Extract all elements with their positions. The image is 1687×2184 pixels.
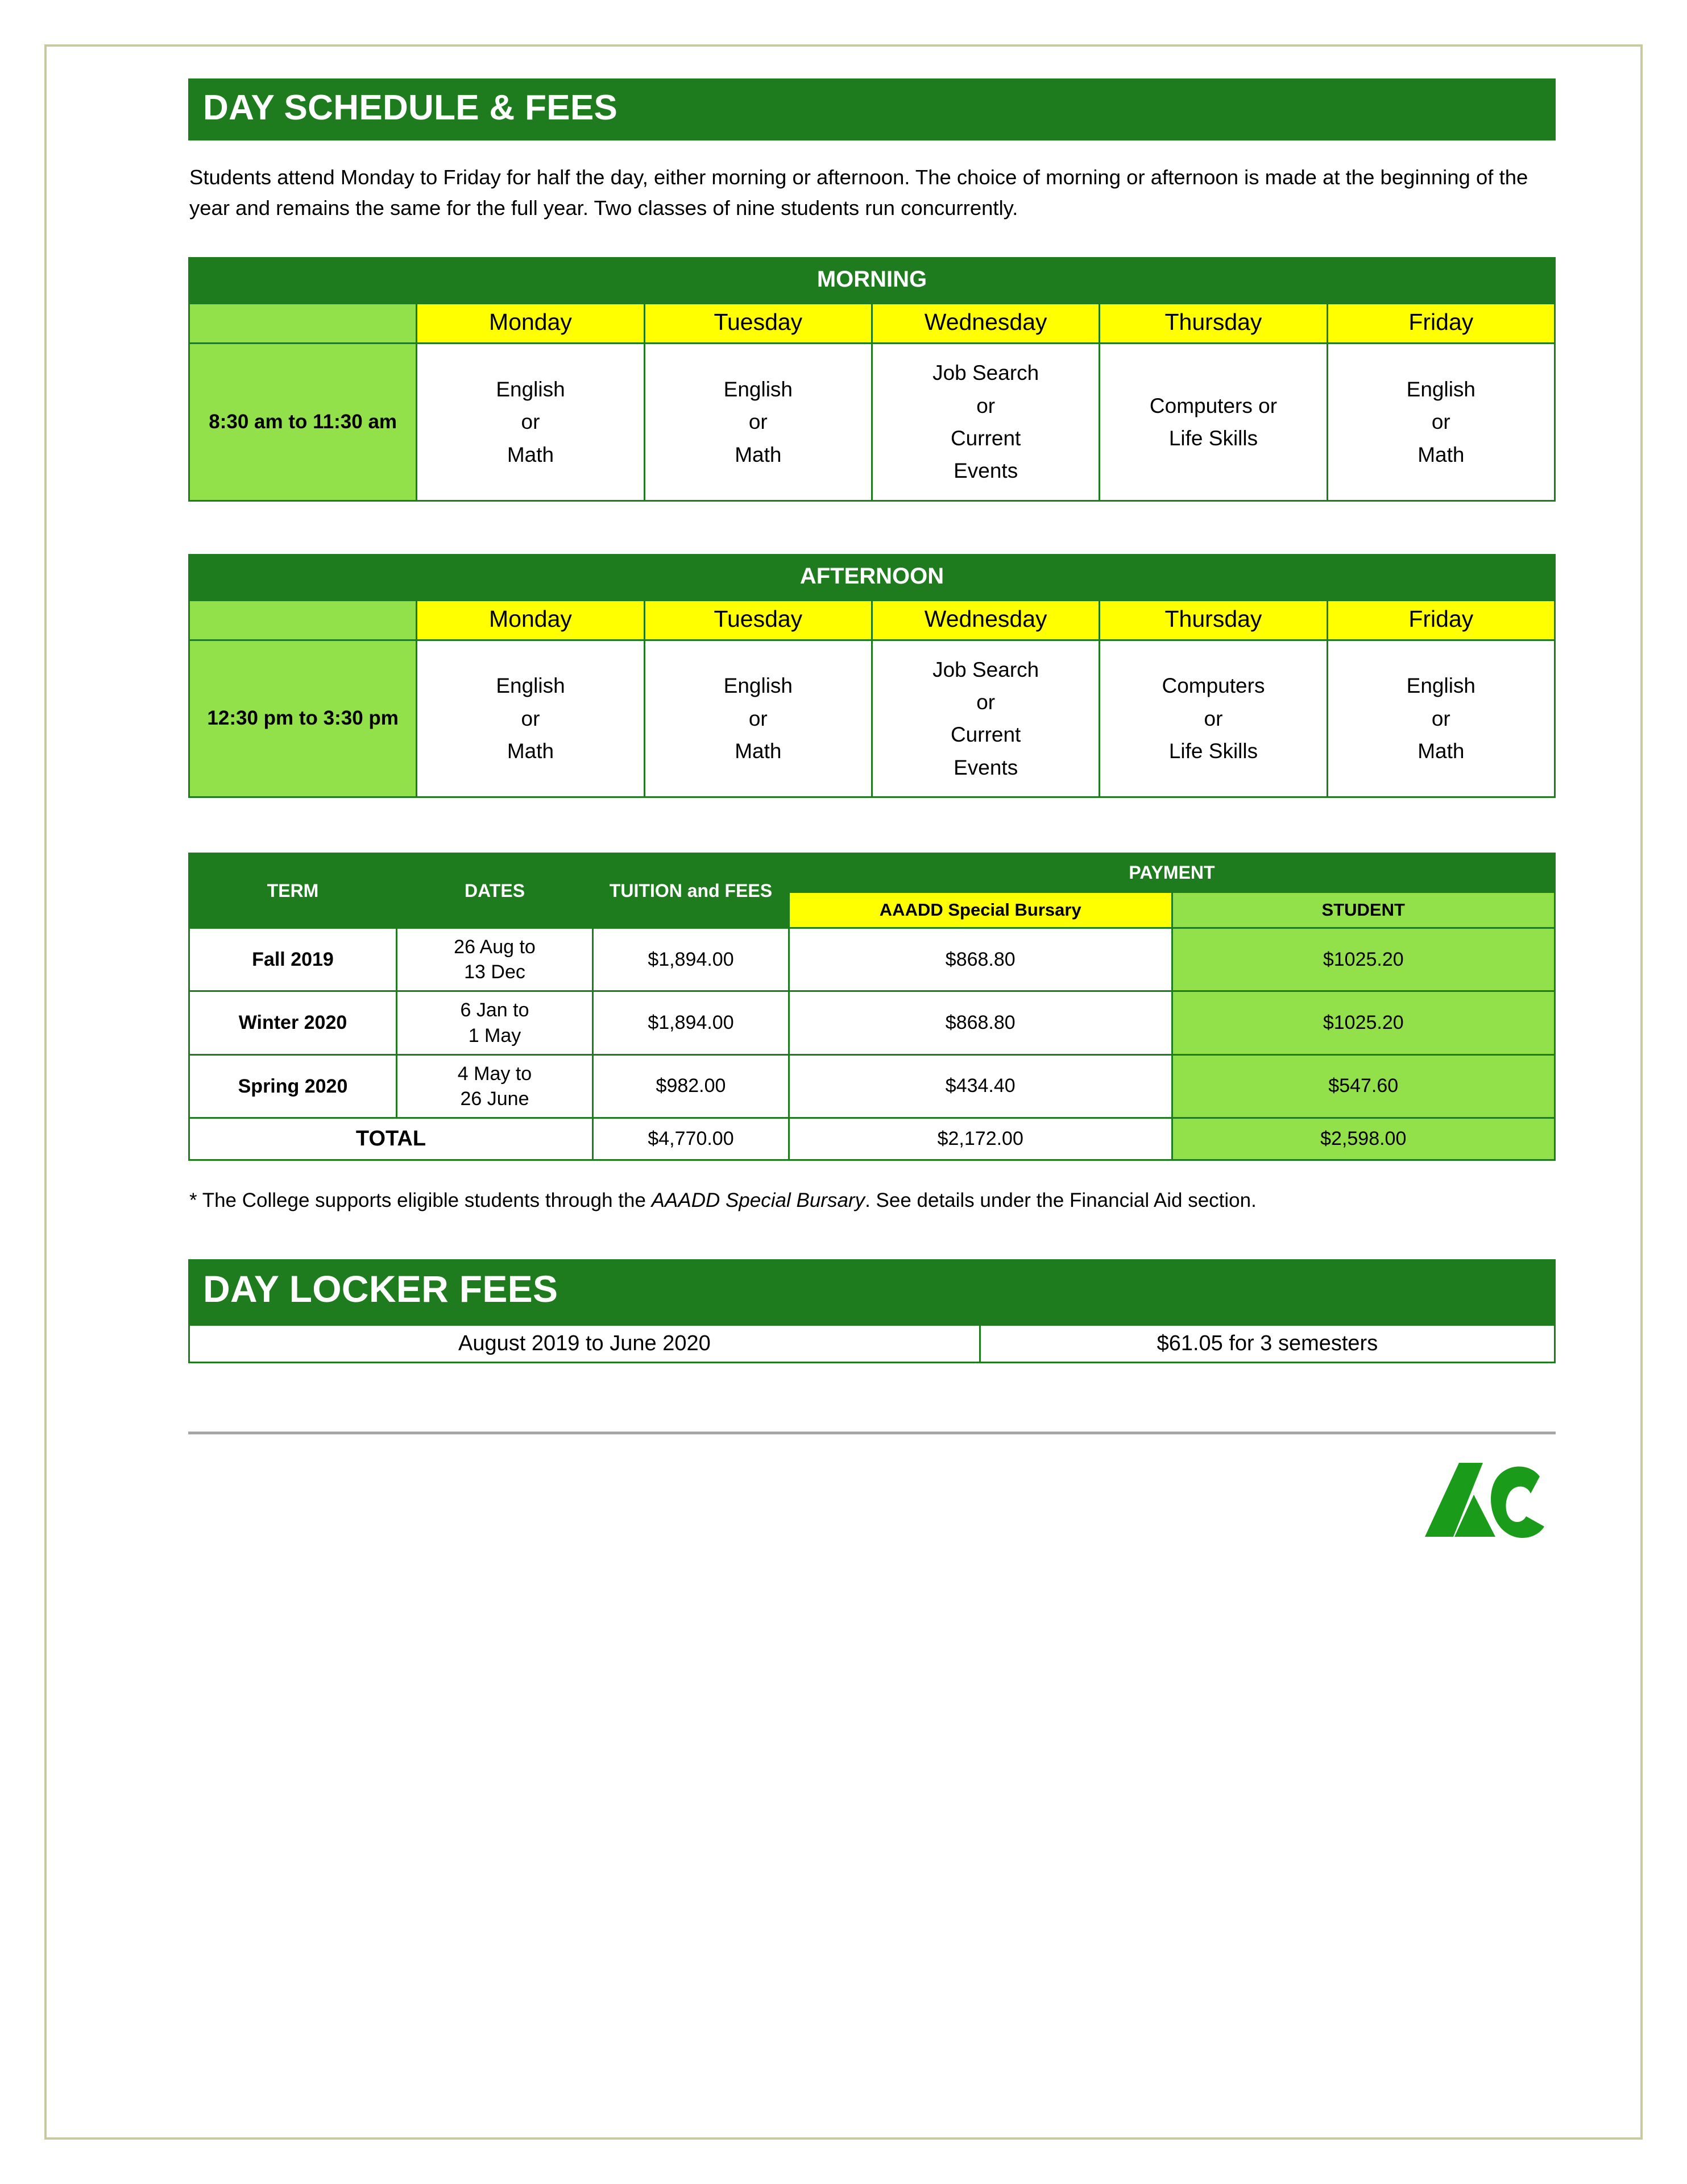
fees-total-student: $2,598.00 [1172,1118,1555,1160]
afternoon-day-monday: Monday [417,600,644,640]
morning-time-start: 8:30 am [209,411,283,433]
afternoon-band-label: AFTERNOON [189,555,1555,600]
morning-time-end: 11:30 am [313,411,397,433]
morning-cell-monday: English or Math [417,344,644,500]
table-row [189,991,1555,1054]
fees-total-tuition: $4,770.00 [593,1118,789,1160]
afternoon-cell-tuesday: English or Math [644,640,872,797]
afternoon-band-row [189,555,1555,600]
fees-bursary-spring: $434.40 [789,1054,1172,1118]
fees-header-dates: DATES [397,854,593,928]
morning-cell-thursday: Computers or Life Skills [1100,344,1327,500]
fees-tuition-winter: $1,894.00 [593,991,789,1054]
afternoon-time-cell [189,640,417,797]
morning-cell-wednesday: Job Search or Current Events [872,344,1099,500]
morning-band-row [189,258,1555,304]
afternoon-corner-cell [189,600,417,640]
afternoon-day-friday: Friday [1327,600,1555,640]
table-row [189,1054,1555,1118]
afternoon-day-thursday: Thursday [1100,600,1327,640]
fees-header-tuition: TUITION and FEES [593,854,789,928]
morning-corner-cell [189,304,417,344]
fees-header-row-1 [189,854,1555,892]
document-content [188,78,1556,1545]
afternoon-time-end: 3:30 pm [323,707,399,730]
afternoon-cell-wednesday: Job Search or Current Events [872,640,1099,797]
morning-day-thursday: Thursday [1100,304,1327,344]
footnote-italic: AAADD Special Bursary [651,1189,865,1212]
fees-tuition-spring: $982.00 [593,1054,789,1118]
footnote-post: . See details under the Financial Aid section. [865,1189,1257,1212]
fees-header-bursary: AAADD Special Bursary [789,892,1172,928]
footer-divider [188,1432,1556,1434]
locker-period: August 2019 to June 2020 [189,1325,980,1362]
locker-fees-table [188,1324,1556,1363]
fees-bursary-winter: $868.80 [789,991,1172,1054]
ac-logo-icon [1419,1457,1550,1542]
page-title: DAY SCHEDULE & FEES [188,78,1556,140]
afternoon-day-wednesday: Wednesday [872,600,1099,640]
fees-tuition-fall: $1,894.00 [593,928,789,991]
morning-day-friday: Friday [1327,304,1555,344]
fees-header-term: TERM [189,854,397,928]
tuition-fees-table [188,853,1556,1161]
fees-dates-spring: 4 May to 26 June [397,1054,593,1118]
afternoon-cell-thursday: Computers or Life Skills [1100,640,1327,797]
morning-subject-row [189,344,1555,500]
locker-fee: $61.05 for 3 semesters [980,1325,1555,1362]
afternoon-time-start: 12:30 pm [207,707,294,730]
table-row [189,1325,1555,1362]
morning-day-header-row [189,304,1555,344]
fees-term-winter: Winter 2020 [189,991,397,1054]
afternoon-cell-monday: English or Math [417,640,644,797]
afternoon-time-to: to [299,707,318,730]
fees-dates-winter: 6 Jan to 1 May [397,991,593,1054]
table-row [189,928,1555,991]
fees-student-fall: $1025.20 [1172,928,1555,991]
afternoon-day-header-row [189,600,1555,640]
afternoon-cell-friday: English or Math [1327,640,1555,797]
morning-band-label: MORNING [189,258,1555,304]
fees-header-payment: PAYMENT [789,854,1555,892]
fees-header-student: STUDENT [1172,892,1555,928]
bursary-footnote [189,1186,1555,1216]
fees-dates-fall: 26 Aug to 13 Dec [397,928,593,991]
morning-day-monday: Monday [417,304,644,344]
intro-paragraph: Students attend Monday to Friday for half the day, either morning or afternoon. The choice of morning or afternoon is made at the beginning of the year and remains the same for the full year. Two classes of nine students run concurrently. [189,166,1528,220]
college-logo [188,1457,1556,1545]
fees-student-winter: $1025.20 [1172,991,1555,1054]
morning-cell-friday: English or Math [1327,344,1555,500]
fees-total-label: TOTAL [189,1118,593,1160]
afternoon-day-tuesday: Tuesday [644,600,872,640]
fees-bursary-fall: $868.80 [789,928,1172,991]
morning-time-to: to [288,411,308,433]
fees-total-row [189,1118,1555,1160]
morning-day-wednesday: Wednesday [872,304,1099,344]
fees-total-bursary: $2,172.00 [789,1118,1172,1160]
morning-schedule-table [188,257,1556,501]
locker-title: DAY LOCKER FEES [188,1259,1556,1324]
fees-student-spring: $547.60 [1172,1054,1555,1118]
morning-time-cell [189,344,417,500]
footnote-pre: * The College supports eligible students through the [189,1189,652,1212]
fees-term-spring: Spring 2020 [189,1054,397,1118]
afternoon-subject-row [189,640,1555,797]
morning-day-tuesday: Tuesday [644,304,872,344]
day-locker-section [188,1259,1556,1363]
afternoon-schedule-table [188,554,1556,798]
morning-cell-tuesday: English or Math [644,344,872,500]
fees-term-fall: Fall 2019 [189,928,397,991]
